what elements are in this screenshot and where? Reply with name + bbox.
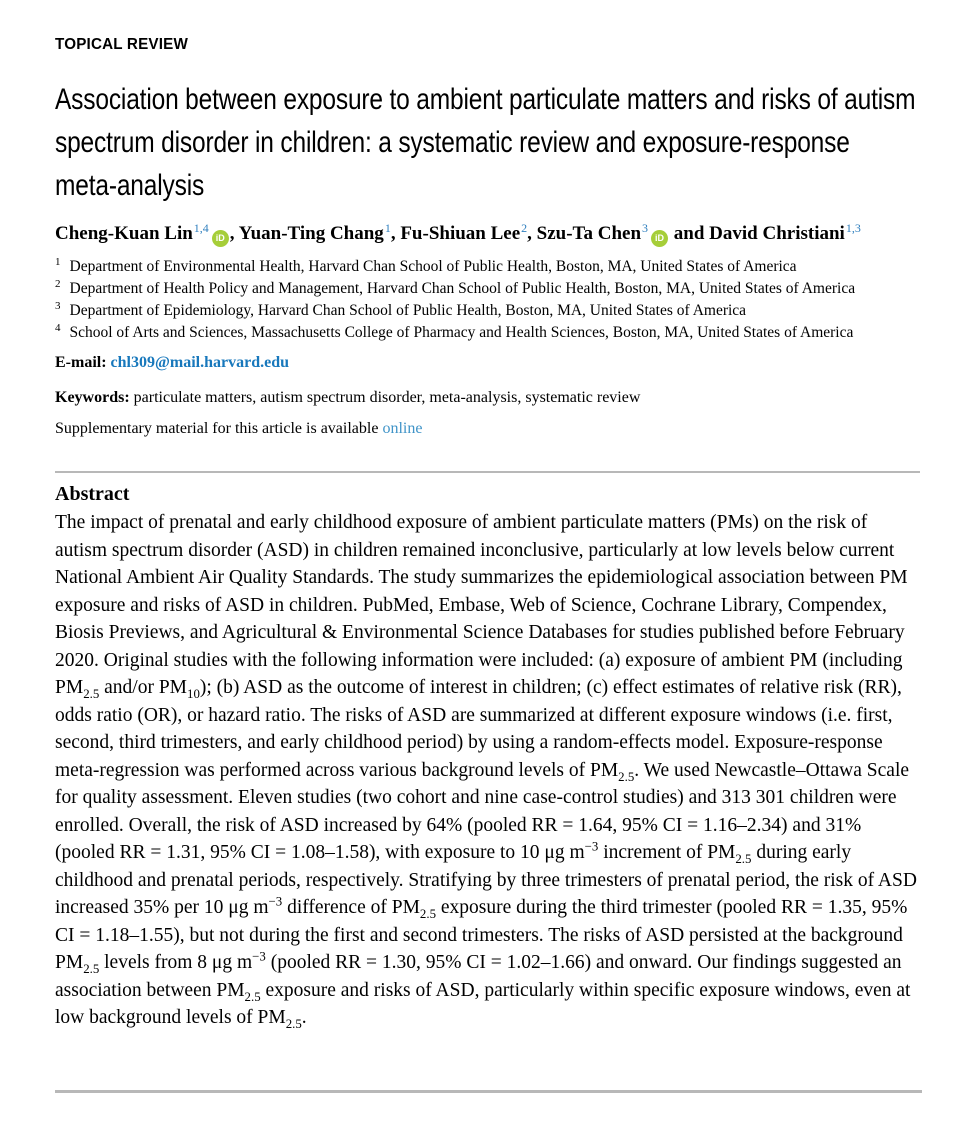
- keywords-text: particulate matters, autism spectrum disorder, meta-analysis, systematic review: [129, 389, 641, 406]
- text-segment: (pooled RR = 1.30, 95% CI = 1.02–1.66) and onward. Our findings suggested an association between PM: [55, 952, 902, 1001]
- text-segment: .: [301, 1007, 307, 1028]
- text-segment: increment of PM: [598, 842, 736, 863]
- keywords-label: Keywords:: [55, 389, 130, 406]
- affiliation-number: 2: [55, 277, 61, 290]
- author-name: Szu-Ta Chen: [536, 223, 642, 244]
- author-affiliation-superscript: 1,3: [845, 220, 861, 235]
- sub-text: 2.5: [244, 989, 261, 1004]
- affiliation-number: 4: [55, 321, 61, 334]
- author-name: Cheng-Kuan Lin: [55, 223, 193, 244]
- affiliation-text: Department of Health Policy and Management, Harvard Chan School of Public Health, Boston, MA, United States of America: [69, 280, 856, 297]
- sub-text: 2.5: [735, 851, 752, 866]
- abstract-text: [55, 509, 920, 1032]
- author-affiliation-superscript: 2: [521, 220, 528, 235]
- sub-text: 2.5: [618, 769, 635, 784]
- affiliation-text: Department of Epidemiology, Harvard Chan School of Public Health, Boston, MA, United States of America: [69, 302, 747, 319]
- affiliation-text: Department of Environmental Health, Harvard Chan School of Public Health, Boston, MA, United States of America: [69, 258, 797, 275]
- sub-text: 2.5: [285, 1016, 302, 1031]
- sup-text: −3: [252, 949, 266, 964]
- article-title: Association between exposure to ambient particulate matters and risks of autism spectrum disorder in children: a systematic review and exposure-response meta-analysis: [55, 83, 916, 202]
- author-name: David Christiani: [709, 223, 845, 244]
- author-name: Fu-Shiuan Lee: [400, 223, 521, 244]
- text-segment: exposure during the third trimester (pooled RR = 1.35, 95% CI = 1.18–1.55), but not during the first and second trimesters. The risks of ASD persisted at the background PM: [55, 897, 908, 973]
- text-segment: during early childhood and prenatal periods, respectively. Stratifying by three trimesters of prenatal period, the risk of ASD increased 35% per 10 μg m: [55, 842, 917, 918]
- text-segment: . We used Newcastle–Ottawa Scale for quality assessment. Eleven studies (two cohort and nine case-control studies) and 313 301 children were enrolled. Overall, the risk of ASD increased by 64% (pooled RR = 1.64, 95% CI = 1.16–2.34) and 31% (pooled RR = 1.31, 95% CI = 1.08–1.58), with exposure to 10 μg m: [55, 759, 910, 863]
- author-name: Yuan-Ting Chang: [238, 223, 384, 244]
- text-segment: and/or PM: [99, 677, 188, 698]
- sub-text: 2.5: [419, 906, 436, 921]
- sub-text: 2.5: [83, 961, 100, 976]
- email-line: [55, 353, 920, 373]
- supplementary-line: [55, 419, 920, 439]
- affiliation-number: 1: [55, 255, 61, 268]
- keywords-line: [55, 388, 920, 408]
- email-link[interactable]: chl309@mail.harvard.edu: [110, 354, 289, 371]
- supplementary-online-link[interactable]: online: [382, 420, 423, 437]
- author-separator: ,: [390, 223, 401, 244]
- text-segment: exposure and risks of ASD, particularly within specific exposure windows, even at low background levels of PM: [55, 979, 911, 1028]
- affiliation-item: [55, 301, 920, 321]
- author-separator: ,: [527, 223, 537, 244]
- affiliation-number: 3: [55, 299, 61, 312]
- sup-text: −3: [268, 894, 283, 909]
- affiliation-list: [55, 257, 920, 343]
- author-list: [55, 221, 920, 247]
- author-affiliation-superscript: 1: [384, 220, 391, 235]
- author-separator: ,: [229, 223, 239, 244]
- email-label: E-mail:: [55, 354, 107, 371]
- abstract-top-divider: [55, 471, 920, 473]
- sub-text: 10: [187, 686, 200, 701]
- page-bottom-divider: [55, 1090, 922, 1093]
- supplementary-text: Supplementary material for this article is available: [55, 420, 383, 437]
- author-affiliation-superscript: 1,4: [193, 220, 209, 235]
- orcid-icon[interactable]: iD: [651, 230, 668, 247]
- affiliation-item: [55, 323, 920, 343]
- text-segment: levels from 8 μg m: [99, 952, 253, 973]
- affiliation-text: School of Arts and Sciences, Massachusetts College of Pharmacy and Health Sciences, Boston, MA, United States of America: [69, 324, 854, 341]
- article-type-label: TOPICAL REVIEW: [55, 36, 189, 53]
- orcid-icon[interactable]: iD: [212, 230, 229, 247]
- author-separator: and: [669, 223, 710, 244]
- sub-text: 2.5: [83, 686, 100, 701]
- text-segment: ); (b) ASD as the outcome of interest in children; (c) effect estimates of relative risk (RR), odds ratio (OR), or hazard ratio. The risks of ASD are summarized at different exposure windows (i.e. first, second, third trimesters, and early childhood period) by using a random-effects model. Exposure-response meta-regression was performed across various background levels of PM: [55, 677, 902, 781]
- author-affiliation-superscript: 3: [642, 220, 649, 235]
- abstract-heading: Abstract: [55, 483, 130, 505]
- text-segment: The impact of prenatal and early childhood exposure of ambient particulate matters (PMs) on the risk of autism spectrum disorder (ASD) in children remained inconclusive, particularly at low levels below current National Ambient Air Quality Standards. The study summarizes the epidemiological association between PM exposure and risks of ASD in children. PubMed, Embase, Web of Science, Cochrane Library, Compendex, Biosis Previews, and Agricultural & Environmental Science Databases for studies published before February 2020. Original studies with the following information were included: (a) exposure of ambient PM (including PM: [55, 512, 908, 698]
- affiliation-item: [55, 279, 920, 299]
- text-segment: difference of PM: [282, 897, 420, 918]
- affiliation-item: [55, 257, 920, 277]
- sup-text: −3: [584, 839, 599, 854]
